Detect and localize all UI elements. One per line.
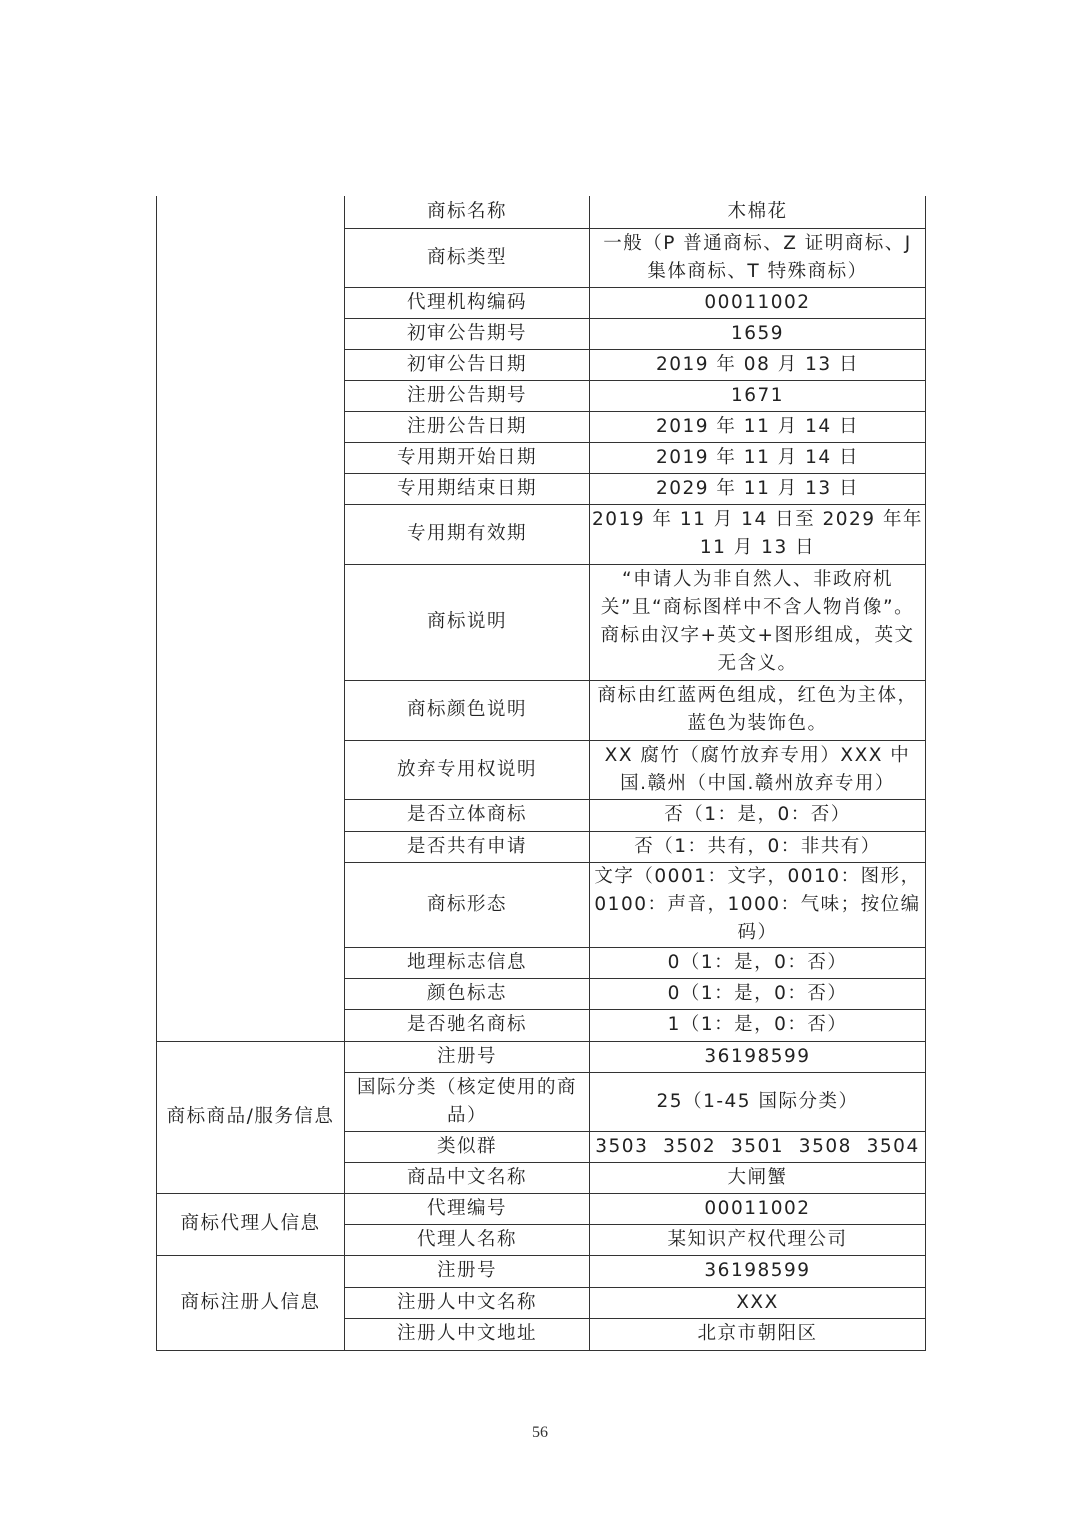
trademark-info-table-container xyxy=(156,196,925,1351)
row-label: 商标类型 xyxy=(345,228,590,287)
row-label: 注册公告日期 xyxy=(345,411,590,442)
row-value: 某知识产权代理公司 xyxy=(590,1224,926,1255)
group-basic-info xyxy=(157,196,345,1041)
row-label: 注册号 xyxy=(345,1255,590,1287)
row-value: 2029 年 11 月 13 日 xyxy=(590,473,926,504)
row-value: “申请人为非自然人、非政府机关”且“商标图样中不含人物肖像”。商标由汉字+英文+图形组成，英文无含义。 xyxy=(590,564,926,680)
row-label: 商标形态 xyxy=(345,862,590,947)
row-label: 商标颜色说明 xyxy=(345,680,590,740)
row-value: 0（1：是，0：否） xyxy=(590,947,926,978)
row-label: 注册号 xyxy=(345,1041,590,1072)
row-value: 商标由红蓝两色组成，红色为主体，蓝色为装饰色。 xyxy=(590,680,926,740)
row-label: 初审公告日期 xyxy=(345,349,590,380)
group-agent-info: 商标代理人信息 xyxy=(157,1193,345,1255)
row-value: 2019 年 11 月 14 日 xyxy=(590,442,926,473)
row-value: 25（1-45 国际分类） xyxy=(590,1072,926,1131)
row-value: 00011002 xyxy=(590,287,926,318)
row-value: 2019 年 11 月 14 日 xyxy=(590,411,926,442)
row-value: 3503 3502 3501 3508 3504 xyxy=(590,1131,926,1162)
row-label: 代理机构编码 xyxy=(345,287,590,318)
row-value: 0（1：是，0：否） xyxy=(590,978,926,1009)
row-value: 2019 年 08 月 13 日 xyxy=(590,349,926,380)
table-row xyxy=(157,1193,926,1224)
row-label: 注册公告期号 xyxy=(345,380,590,411)
row-label: 地理标志信息 xyxy=(345,947,590,978)
table-row xyxy=(157,1041,926,1072)
row-label: 专用期开始日期 xyxy=(345,442,590,473)
group-goods-service-info: 商标商品/服务信息 xyxy=(157,1041,345,1193)
row-value: 36198599 xyxy=(590,1255,926,1287)
row-value: 否（1：是，0：否） xyxy=(590,799,926,831)
row-value: 36198599 xyxy=(590,1041,926,1072)
page-number: 56 xyxy=(532,1424,548,1441)
row-label: 是否驰名商标 xyxy=(345,1009,590,1041)
row-value: XX 腐竹（腐竹放弃专用）XXX 中国.赣州（中国.赣州放弃专用） xyxy=(590,740,926,799)
row-label: 注册人中文名称 xyxy=(345,1287,590,1318)
row-label: 国际分类（核定使用的商品） xyxy=(345,1072,590,1131)
row-value: 否（1：共有，0：非共有） xyxy=(590,831,926,862)
row-label: 颜色标志 xyxy=(345,978,590,1009)
table-row xyxy=(157,1255,926,1287)
row-label: 初审公告期号 xyxy=(345,318,590,349)
row-label: 是否立体商标 xyxy=(345,799,590,831)
row-value: 大闸蟹 xyxy=(590,1162,926,1193)
row-value: 一般（P 普通商标、Z 证明商标、J 集体商标、T 特殊商标） xyxy=(590,228,926,287)
row-label: 代理编号 xyxy=(345,1193,590,1224)
row-label: 是否共有申请 xyxy=(345,831,590,862)
row-value: 1（1：是，0：否） xyxy=(590,1009,926,1041)
row-value: 北京市朝阳区 xyxy=(590,1318,926,1350)
row-label: 代理人名称 xyxy=(345,1224,590,1255)
row-value: 2019 年 11 月 14 日至 2029 年年 11 月 13 日 xyxy=(590,504,926,564)
group-registrant-info: 商标注册人信息 xyxy=(157,1255,345,1350)
row-label: 专用期有效期 xyxy=(345,504,590,564)
row-label: 类似群 xyxy=(345,1131,590,1162)
row-value: 木棉花 xyxy=(590,196,926,228)
row-label: 注册人中文地址 xyxy=(345,1318,590,1350)
row-label: 专用期结束日期 xyxy=(345,473,590,504)
trademark-info-table xyxy=(156,196,926,1351)
row-value: 1671 xyxy=(590,380,926,411)
row-value: 文字（0001：文字，0010：图形，0100：声音，1000：气味；按位编码） xyxy=(590,862,926,947)
row-label: 商品中文名称 xyxy=(345,1162,590,1193)
row-label: 商标名称 xyxy=(345,196,590,228)
row-value: 1659 xyxy=(590,318,926,349)
table-row xyxy=(157,196,926,228)
row-value: 00011002 xyxy=(590,1193,926,1224)
row-label: 商标说明 xyxy=(345,564,590,680)
row-value: XXX xyxy=(590,1287,926,1318)
row-label: 放弃专用权说明 xyxy=(345,740,590,799)
